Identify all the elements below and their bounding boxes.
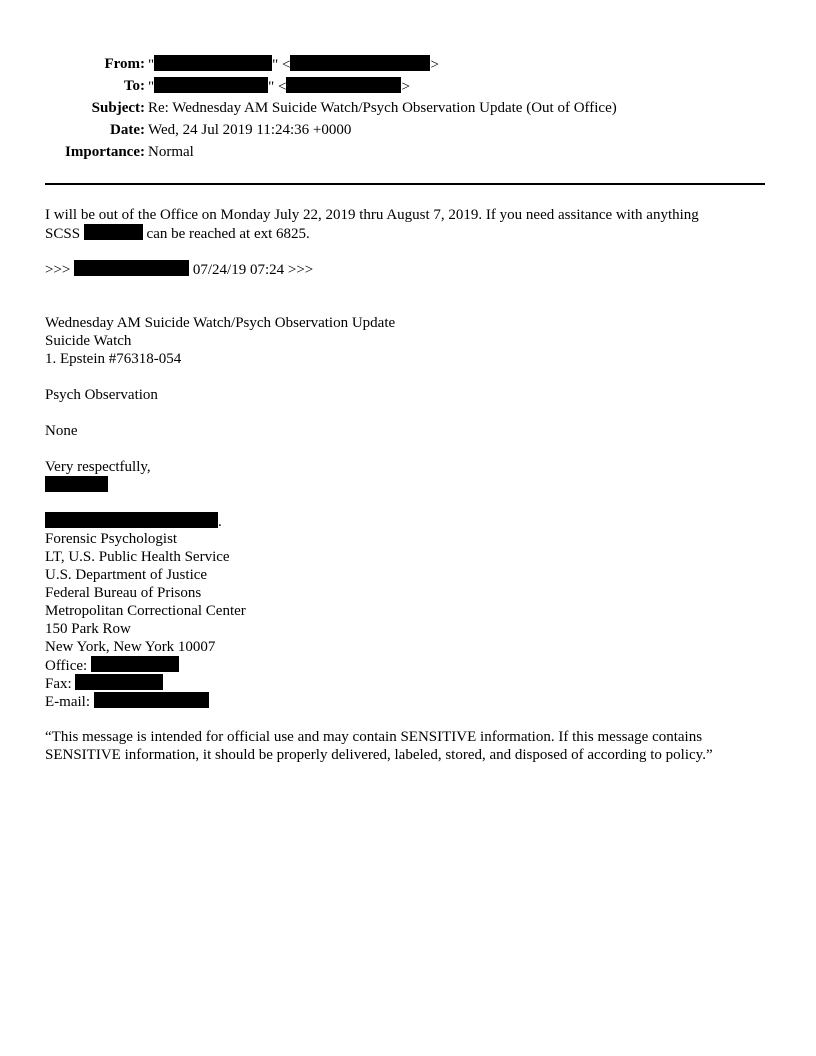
redaction-box [94, 692, 209, 708]
closing: Very respectfully, [45, 459, 151, 475]
signature-department: U.S. Department of Justice [45, 567, 208, 583]
disclaimer-line-1: “This message is intended for official use and may contain SENSITIVE information. If this message contains [45, 729, 703, 745]
email-label: E-mail: [45, 694, 90, 710]
signature-bureau: Federal Bureau of Prisons [45, 585, 202, 601]
ooo-suffix: can be reached at ext 6825. [146, 226, 310, 242]
signature-office [45, 656, 179, 675]
importance-row [0, 141, 816, 163]
importance-value: Normal [148, 144, 194, 160]
signature-street: 150 Park Row [45, 621, 131, 637]
signature-name: . [45, 512, 222, 531]
quote-prefix: >>> [45, 262, 71, 278]
redaction-box [91, 656, 179, 672]
psych-observation-none: None [45, 423, 78, 439]
redaction-box [154, 77, 268, 93]
from-value: " " < > [148, 57, 439, 73]
quote-stamp: 07/24/19 07:24 >>> [192, 262, 314, 278]
signature-fax [45, 674, 163, 693]
signature-title: Forensic Psychologist [45, 531, 178, 547]
section-psych-observation: Psych Observation [45, 387, 158, 403]
closing-redaction [45, 476, 108, 495]
to-value: " " < > [148, 79, 410, 95]
suicide-watch-item: 1. Epstein #76318-054 [45, 351, 182, 367]
disclaimer-line-2: SENSITIVE information, it should be properly delivered, labeled, stored, and disposed of according to policy.” [45, 747, 713, 763]
from-row [0, 53, 816, 75]
date-row [0, 119, 816, 141]
signature-city: New York, New York 10007 [45, 639, 216, 655]
update-title: Wednesday AM Suicide Watch/Psych Observation Update [45, 315, 396, 331]
redaction-box [75, 674, 163, 690]
subject-value: Re: Wednesday AM Suicide Watch/Psych Observation Update (Out of Office) [148, 100, 617, 116]
signature-facility: Metropolitan Correctional Center [45, 603, 246, 619]
ooo-prefix: SCSS [45, 226, 81, 242]
header-divider [45, 183, 765, 185]
date-label: Date: [110, 122, 145, 138]
date-value: Wed, 24 Jul 2019 11:24:36 +0000 [148, 122, 352, 138]
to-label: To: [123, 78, 145, 94]
redaction-box [290, 55, 430, 71]
to-row [0, 75, 816, 97]
redaction-box [45, 512, 218, 528]
signature-email [45, 692, 209, 711]
redaction-box [154, 55, 272, 71]
signature-rank: LT, U.S. Public Health Service [45, 549, 230, 565]
redaction-box [74, 260, 189, 276]
importance-label: Importance: [65, 144, 145, 160]
office-label: Office: [45, 658, 88, 674]
ooo-line-2 [45, 224, 310, 243]
subject-row [0, 97, 816, 119]
redaction-box [286, 77, 401, 93]
from-label: From: [104, 56, 145, 72]
section-suicide-watch: Suicide Watch [45, 333, 132, 349]
fax-label: Fax: [45, 676, 72, 692]
redaction-box [45, 476, 108, 492]
ooo-line-1: I will be out of the Office on Monday July 22, 2019 thru August 7, 2019. If you need assitance with anything [45, 207, 699, 223]
quote-line [45, 260, 313, 279]
redaction-box [84, 224, 143, 240]
subject-label: Subject: [91, 100, 145, 116]
